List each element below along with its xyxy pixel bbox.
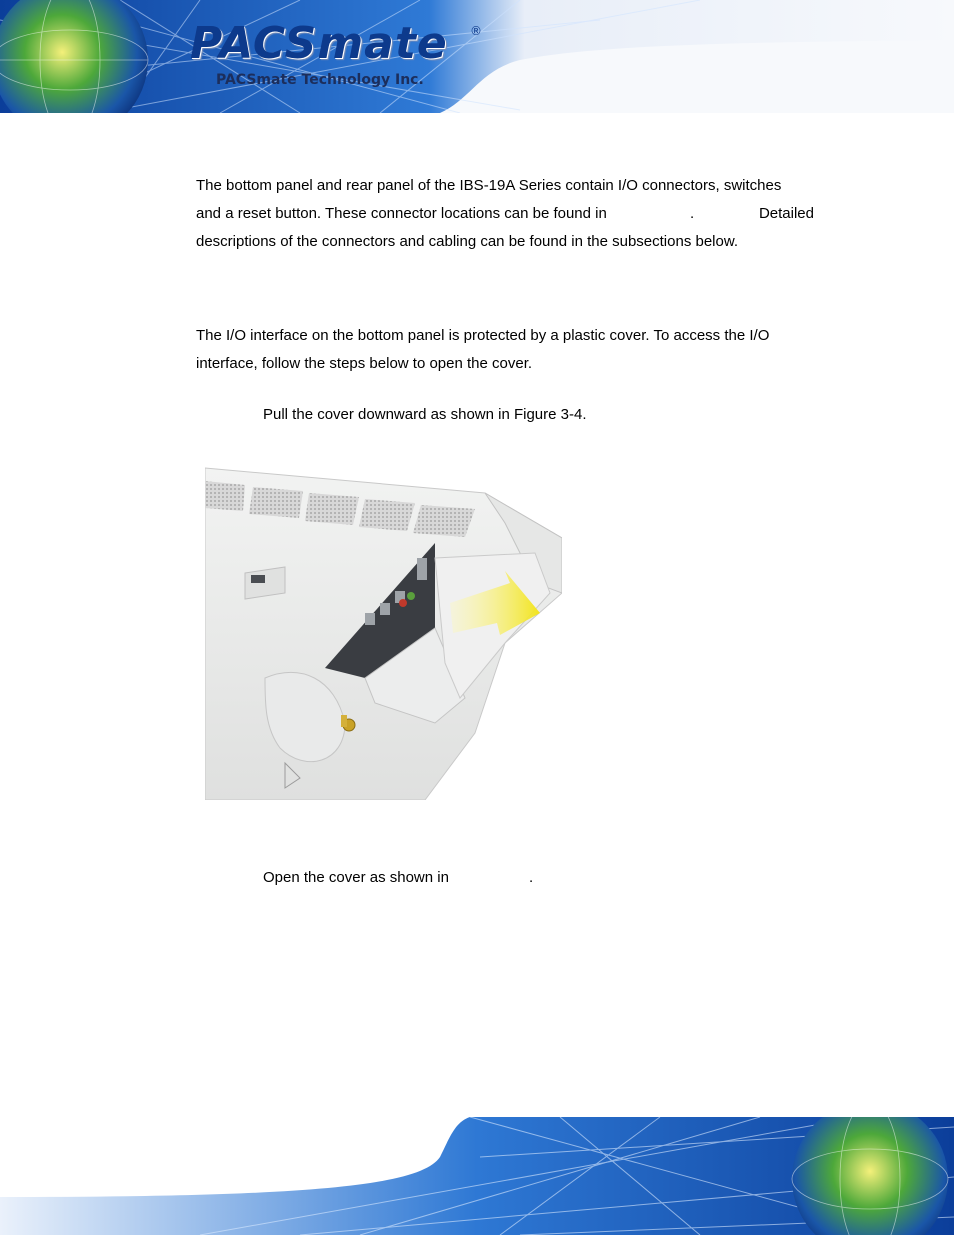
intro-line-2a: and a reset button. These connector locations can be found in (196, 205, 607, 222)
cover-line-1: The I/O interface on the bottom panel is protected by a plastic cover. To access the I/O (196, 327, 770, 344)
header-background (0, 0, 954, 113)
step-2 (263, 868, 533, 888)
registered-mark: ® (470, 24, 482, 38)
company-name: PACSmate Technology Inc. (216, 72, 424, 88)
footer-banner (0, 1117, 954, 1235)
header-banner (0, 0, 954, 113)
step-1: Pull the cover downward as shown in Figure 3-4. (263, 406, 587, 423)
cover-paragraph (196, 322, 814, 378)
cover-removal-figure (205, 463, 562, 800)
intro-line-2c: Detailed (758, 205, 814, 222)
intro-line-1: The bottom panel and rear panel of the IBS-19A Series contain I/O connectors, switches (196, 177, 782, 194)
step-2-period: . (528, 869, 534, 886)
intro-line-2b: . (689, 205, 695, 222)
intro-paragraph (196, 172, 814, 256)
device-illustration (205, 463, 562, 800)
cover-line-2: interface, follow the steps below to open the cover. (196, 355, 533, 372)
intro-line-3: descriptions of the connectors and cabling can be found in the subsections below. (196, 233, 739, 250)
footer-globe-image (792, 1117, 948, 1235)
footer-background (0, 1117, 954, 1235)
step-2-text: Open the cover as shown in (263, 869, 449, 886)
pacsmate-logo: PACSmate (190, 18, 448, 69)
globe-image (0, 0, 148, 113)
